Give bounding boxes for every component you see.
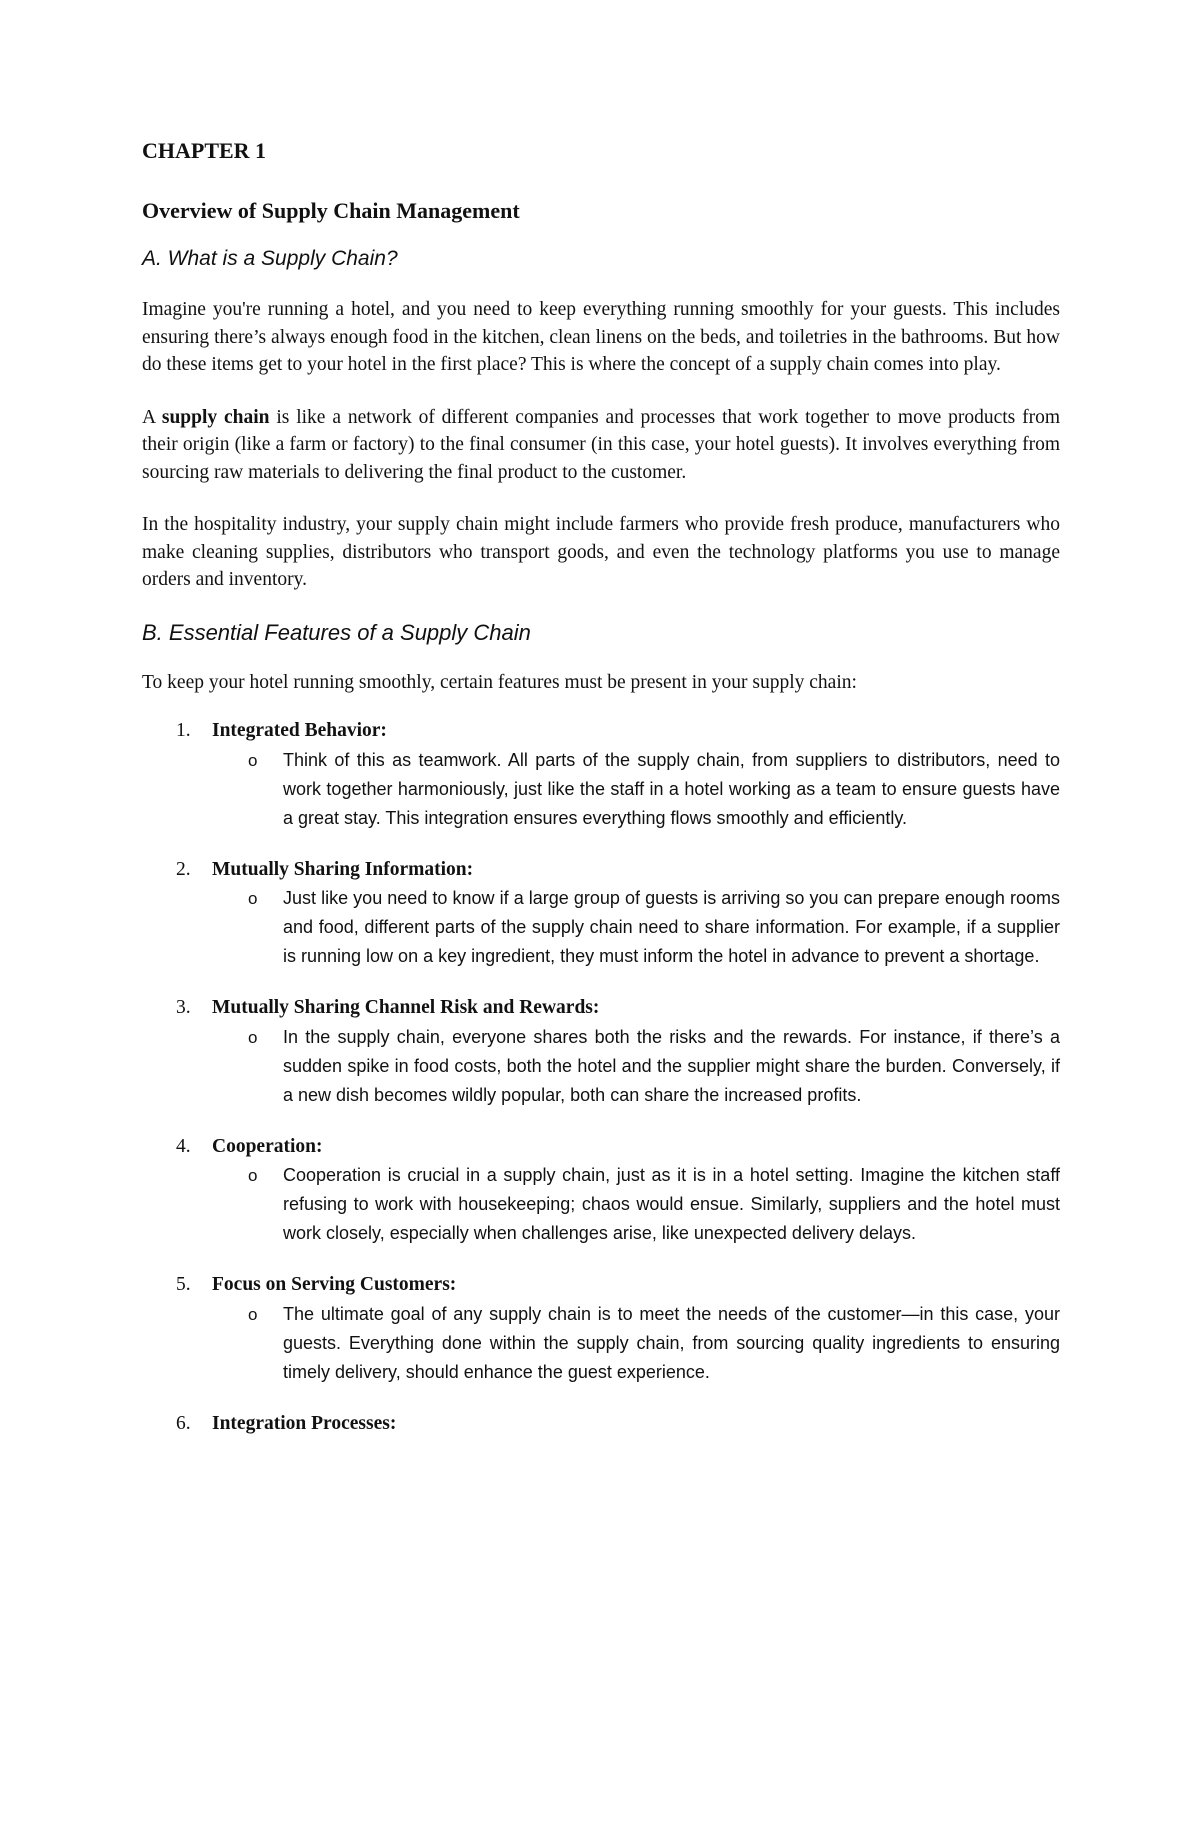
bullet-circle-icon: o [248,1166,258,1185]
feature-item-2 [142,856,1060,972]
feature-heading [142,717,1060,745]
section-a-paragraph-1: Imagine you're running a hotel, and you need to keep everything running smoothly for your guests. This includes ensuring there’s always enough food in the kitchen, clean linens on the beds, and toiletries in the bathrooms. But how do these items get to your hotel in the first place? This is where the concept of a supply chain comes into play. [142,299,1060,375]
feature-item-3 [142,994,1060,1110]
feature-number: 2. [176,858,191,880]
definition-prefix: A [142,406,162,428]
feature-heading [142,1271,1060,1299]
supply-chain-definition [142,404,1060,487]
definition-body: is like a network of different companies and processes that work together to move products from their origin (like a farm or factory) to the final consumer (in this case, your hotel guests). It involves everything from sourcing raw materials to delivering the final product to the customer. [142,406,1060,483]
feature-number: 5. [176,1274,191,1295]
feature-title: Mutually Sharing Information: [212,858,474,880]
feature-heading [142,1410,1060,1438]
feature-number: 4. [176,1135,191,1157]
feature-bullet [142,1300,1060,1387]
feature-bullet [142,884,1060,971]
feature-heading [142,994,1060,1022]
feature-item-4 [142,1133,1060,1249]
bullet-circle-icon: o [248,1304,258,1324]
feature-heading [142,856,1060,884]
section-b-heading: B. Essential Features of a Supply Chain [142,619,531,645]
feature-bullet [142,746,1060,833]
document-page [142,138,1060,1460]
section-a-closing-paragraph: In the hospitality industry, your supply chain might include farmers who provide fresh produce, manufacturers who make cleaning supplies, distributors who transport goods, and even the technology platforms you use to manage orders and inventory. [142,514,1060,590]
feature-item-5 [142,1271,1060,1387]
features-list [142,717,1060,1437]
feature-title: Focus on Serving Customers: [212,1274,457,1295]
feature-item-6 [142,1410,1060,1438]
feature-title: Cooperation: [212,1135,323,1157]
feature-description: In the supply chain, everyone shares both the risks and the rewards. For instance, if there’s a sudden spike in food costs, both the hotel and the supplier might share the burden. Conversely, if a new dish becomes wildly popular, both can share the increased profits. [283,1026,1060,1105]
definition-term: supply chain [161,406,270,428]
section-a-heading: A. What is a Supply Chain? [142,247,398,270]
chapter-label: CHAPTER 1 [142,138,267,163]
feature-item-1 [142,717,1060,833]
feature-description: Cooperation is crucial in a supply chain, just as it is in a hotel setting. Imagine the kitchen staff refusing to work with housekeeping; chaos would ensue. Similarly, suppliers and the hotel must work closely, especially when challenges arise, like unexpected delivery delays. [283,1165,1060,1243]
feature-title: Integration Processes: [212,1412,397,1434]
feature-number: 3. [176,997,191,1018]
feature-bullet [142,1023,1060,1110]
feature-description: The ultimate goal of any supply chain is to meet the needs of the customer—in this case, your guests. Everything done within the supply chain, from sourcing quality ingredients to ensuring timely delivery, should enhance the guest experience. [283,1303,1060,1382]
feature-description: Think of this as teamwork. All parts of the supply chain, from suppliers to distributors, need to work together harmoniously, just like the staff in a hotel working as a team to ensure guests have a great stay. This integration ensures everything flows smoothly and efficiently. [283,749,1060,828]
feature-number: 1. [176,720,191,741]
feature-title: Mutually Sharing Channel Risk and Rewards: [212,997,600,1018]
bullet-circle-icon: o [248,750,258,770]
chapter-title: Overview of Supply Chain Management [142,198,520,223]
feature-heading [142,1133,1060,1161]
feature-description: Just like you need to know if a large group of guests is arriving so you can prepare enough rooms and food, different parts of the supply chain need to share information. For example, if a supplier is running low on a key ingredient, they must inform the hotel in advance to prevent a shortage. [283,888,1060,966]
section-b-intro: To keep your hotel running smoothly, certain features must be present in your supply chain: [142,671,857,693]
feature-bullet [142,1161,1060,1248]
bullet-circle-icon: o [248,1027,258,1047]
feature-title: Integrated Behavior: [212,720,387,741]
feature-number: 6. [176,1412,191,1434]
bullet-circle-icon: o [248,889,258,908]
